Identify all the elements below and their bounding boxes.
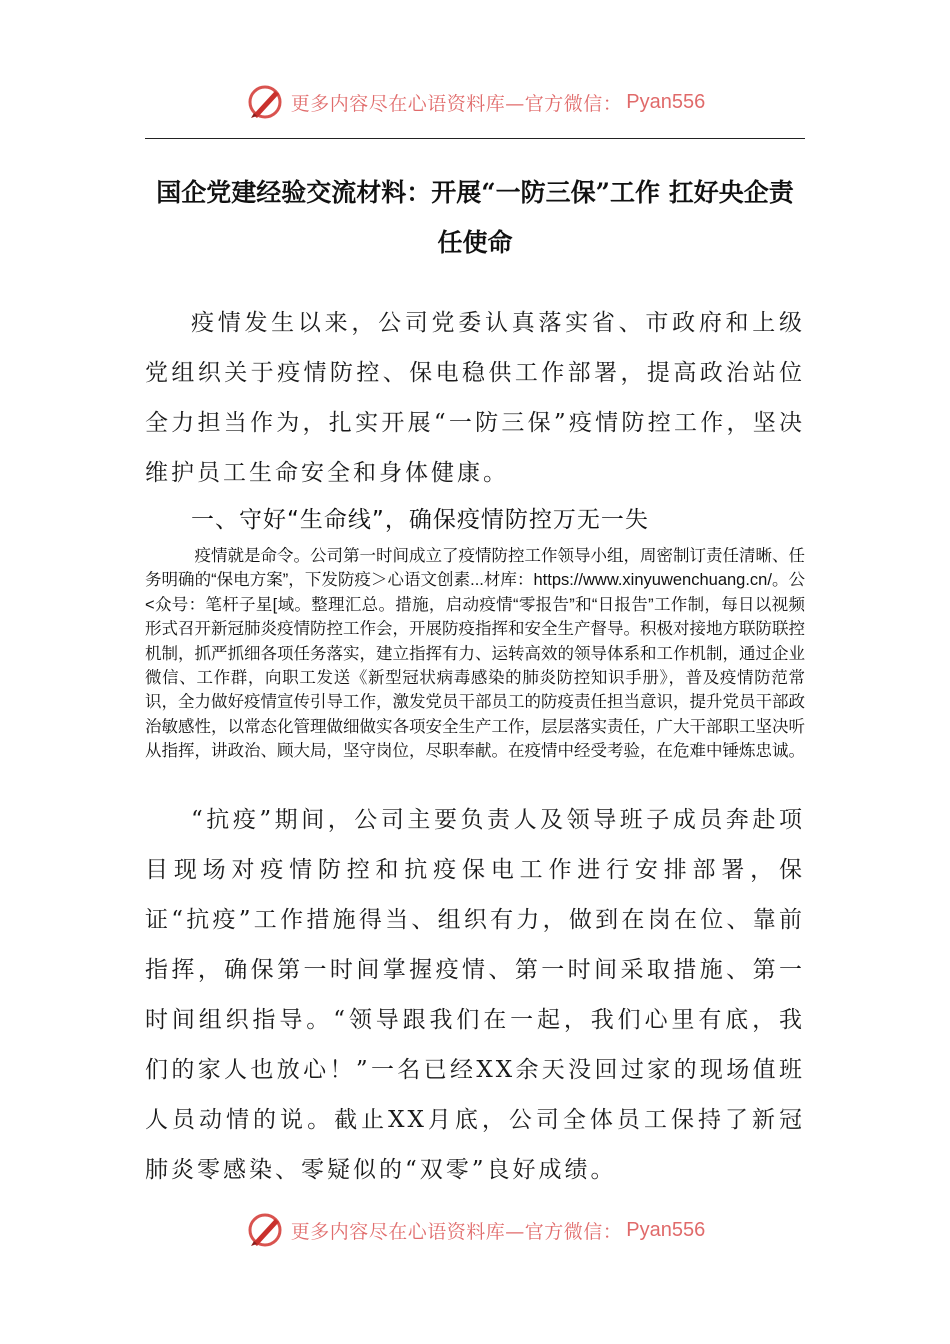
banner-wechat-id: Pyan556 [626, 1218, 706, 1241]
pen-logo-icon [245, 82, 285, 122]
header-divider [145, 138, 805, 139]
pen-logo-icon [245, 1210, 285, 1250]
header-watermark-banner [0, 82, 950, 122]
footer-watermark-banner [0, 1210, 950, 1250]
banner-text: 更多内容尽在心语资料库—官方微信： [290, 1220, 623, 1243]
document-title: 国企党建经验交流材料：开展“一防三保”工作 扛好央企责任使命 [156, 178, 794, 257]
paragraph-intro: 疫情发生以来，公司党委认真落实省、市政府和上级党组织关于疫情防控、保电稳供工作部署，提高政治站位全力担当作为，扎实开展“一防三保”疫情防控工作，坚决维护员工生命安全和身体健康。 [145, 310, 805, 486]
banner-wechat-id: Pyan556 [626, 90, 706, 113]
section-heading-1: 一、守好“生命线”，确保疫情防控万无一失 [191, 507, 649, 533]
banner-text: 更多内容尽在心语资料库—官方微信： [290, 92, 623, 115]
paragraph-anti-epidemic: “抗疫”期间，公司主要负责人及领导班子成员奔赴项目现场对疫情防控和抗疫保电工作进行安排部署，保证“抗疫”工作措施得当、组织有力，做到在岗在位、靠前指挥，确保第一时间掌握疫情、第一时间采取措施、第一时间组织指导。“领导跟我们在一起，我们心里有底，我们的家人也放心！”一名已经XX余天没回过家的现场值班人员动情的说。截止XX月底，公司全体员工保持了新冠肺炎零感染、零疑似的“双零”良好成绩。 [145, 807, 805, 1183]
paragraph-section-1: 疫情就是命令。公司第一时间成立了疫情防控工作领导小组，周密制订责任清晰、任务明确的“保电方案”，下发防疫＞心语文创素...材库：https://www.xinyuwenchuang.cn/。公<众号：笔杆子星[域。整理汇总。措施，启动疫情“零报告”和“日报告”工作制，每日以视频形式召开新冠肺炎疫情防控工作会，开展防疫指挥和安全生产督导。积极对接地方联防联控机制，抓严抓细各项任务落实，建立指挥有力、运转高效的领导体系和工作机制，通过企业微信、工作群，向职工发送《新型冠状病毒感染的肺炎防控知识手册》，普及疫情防范常识，全力做好疫情宣传引导工作，激发党员干部员工的防疫责任担当意识，提升党员干部政治敏感性，以常态化管理做细做实各项安全生产工作，层层落实责任，广大干部职工坚决听从指挥，讲政治、顾大局，坚守岗位，尽职奉献。在疫情中经受考验，在危难中锤炼忠诚。 [145, 547, 805, 761]
